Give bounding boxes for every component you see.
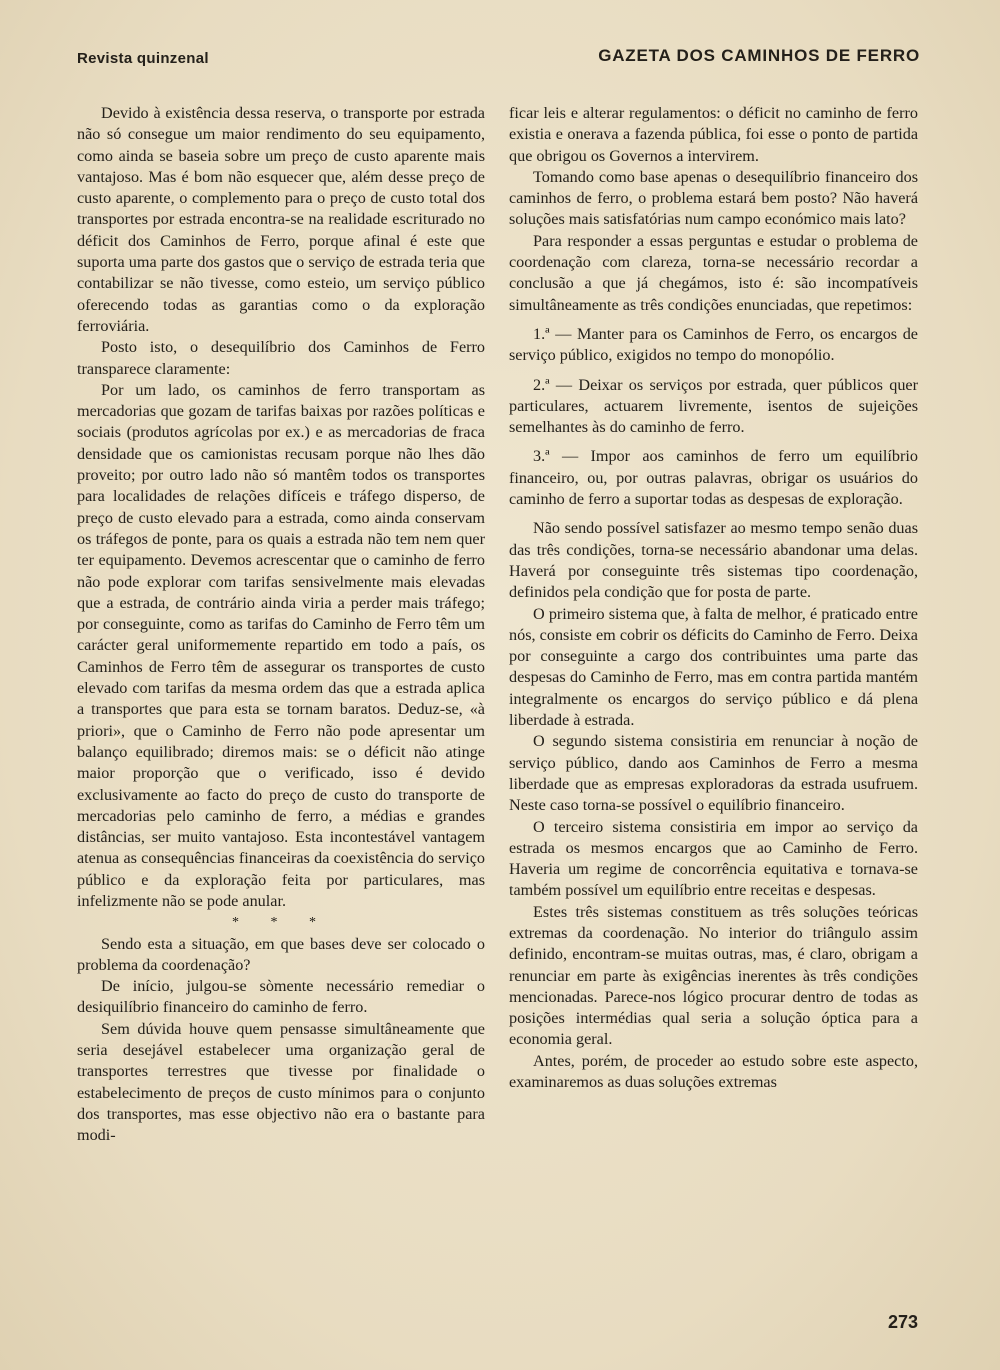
page-number: 273 — [887, 1312, 918, 1332]
paragraph: Sendo esta a situação, em que bases deve ser colocado o problema da coordenação? — [77, 934, 485, 974]
section-separator: * * * — [232, 915, 330, 931]
paragraph: Sem dúvida houve quem pensasse simultâneamente que seria desejável estabelecer uma organização geral de transportes terrestres que tivesse por finalidade o estabelecimento de preços de custo mínimos para o conjunto dos transportes, mas esse objectivo não era o bastante para modi- — [77, 1019, 485, 1145]
paragraph: Posto isto, o desequilíbrio dos Caminhos de Ferro transparece claramente: — [77, 338, 485, 378]
paragraph: O primeiro sistema que, à falta de melhor, é praticado entre nós, consiste em cobrir os déficits do Caminho de Ferro. Deixa por conseguinte a cargo dos contribuintes uma parte das despesas do Caminho de Ferro, mas em contra partida mantém integralmente os encargos do serviço público e dá plena liberdade à estrada. — [509, 604, 918, 730]
condition-item-2: 2.ª — Deixar os serviços por estrada, quer públicos quer particulares, actuarem livremente, isentos de sujeições semelhantes às do caminho de ferro. — [509, 375, 918, 437]
condition-item-3: 3.ª — Impor aos caminhos de ferro um equilíbrio financeiro, ou, por outras palavras, obrigar os usuários do caminho de ferro a suportar todas as despesas de exploração. — [509, 447, 918, 509]
left-column — [77, 103, 485, 1147]
right-column — [509, 103, 918, 1093]
paragraph: Tomando como base apenas o desequilíbrio financeiro dos caminhos de ferro, o problema estará bem posto? Não haverá soluções mais satisfatórias num campo económico mais lato? — [509, 167, 918, 229]
paragraph-continued: ficar leis e alterar regulamentos: o déficit no caminho de ferro existia e onerava a fazenda pública, foi esse o ponto de partida que obrigou os Governos a intervirem. — [509, 104, 918, 165]
paragraph: Estes três sistemas constituem as três soluções teóricas extremas da coordenação. No interior do triângulo assim definido, encontram-se muitas outras, mas, é claro, obrigam a renunciar em parte às exigências inerentes às três condições mencionadas. Parece-nos lógico procurar dentro de todas as posições intermédias qual seria a solução óptica para a economia geral. — [509, 902, 918, 1049]
condition-item-1: 1.ª — Manter para os Caminhos de Ferro, os encargos de serviço público, exigidos no tempo do monopólio. — [509, 324, 918, 365]
paragraph: Antes, porém, de proceder ao estudo sobre este aspecto, examinaremos as duas soluções extremas — [509, 1051, 918, 1092]
paragraph: O terceiro sistema consistiria em impor ao serviço da estrada os mesmos encargos que ao Caminho de Ferro. Haveria um regime de concorrência equitativa e tornava-se também possível um equilíbrio entre receitas e despesas. — [509, 817, 918, 900]
paragraph: Devido à existência dessa reserva, o transporte por estrada não só consegue um maior rendimento do seu equipamento, como ainda se baseia sobre um preço de custo aparente mais vantajoso. Mas é bom não esquecer que, além desse preço de custo aparente, o complemento para o preço de custo total dos transportes por estrada encontra-se na realidade escriturado no déficit dos Caminhos de Ferro, porque afinal é este que suporta uma parte dos gastos que o serviço de estrada teria que contabilizar se não tivesse, como esteio, um serviço público oferecendo todas as garantias como o da exploração ferroviária. — [77, 104, 485, 335]
running-head-left: Revista quinzenal — [77, 50, 209, 67]
running-head-right: GAZETA DOS CAMINHOS DE FERRO — [598, 46, 920, 65]
paragraph: Não sendo possível satisfazer ao mesmo tempo senão duas das três condições, torna-se necessário abandonar uma delas. Haverá por conseguinte três sistemas tipo coordenação, definidos pela condição que for posta de parte. — [509, 519, 918, 602]
paragraph: De início, julgou-se sòmente necessário remediar o desiquilíbrio financeiro do caminho de ferro. — [77, 977, 485, 1017]
paragraph: Para responder a essas perguntas e estudar o problema de coordenação com clareza, torna-se necessário recordar a conclusão a que já chegámos, isto é: são incompatíveis simultâneamente as três condições enunciadas, que repetimos: — [509, 231, 918, 314]
paragraph: O segundo sistema consistiria em renunciar à noção de serviço público, dando aos Caminhos de Ferro a mesma liberdade que as empresas exploradoras da estrada usufruem. Neste caso torna-se possível o equilíbrio financeiro. — [509, 732, 918, 815]
paragraph: Por um lado, os caminhos de ferro transportam as mercadorias que gozam de tarifas baixas por razões políticas e sociais (produtos agrícolas por ex.) e as mercadorias de fraca densidade que os camionistas recusam porque não lhes dão proveito; por outro lado não só mantêm todos os transportes para localidades de relações difíceis e tráfego disperso, de preço de custo elevado para a estrada, como ainda conservam os tráfegos de ponte, para os quais a estrada não tem nem quer ter equipamento. Devemos acrescentar que o caminho de ferro não pode explorar com tarifas sensivelmente mais elevadas que a estrada, de contrário ainda viria a perder mais tráfego; por conseguinte, como as tarifas do Caminho de Ferro têm um carácter geral uniformemente repartido em todo a país, os Caminhos de Ferro têm de assegurar os transportes de custo elevado com tarifas da mesma ordem das que a estrada aplica a transportes que para esta se tornam baratos. Deduz-se, «à priori», que o Caminho de Ferro não pode apresentar um balanço equilibrado; diremos mais: se o déficit não atinge maior proporção que o verificado, isso é devido exclusivamente ao facto do preço de custo do transporte de mercadorias pelo caminho de ferro, a médias e grandes distâncias, ser muito vantajoso. Esta incontestável vantagem atenua as consequências financeiras da coexistência do serviço público e da exploração feita por particulares, mas infelizmente não se pode anular. — [77, 380, 485, 910]
